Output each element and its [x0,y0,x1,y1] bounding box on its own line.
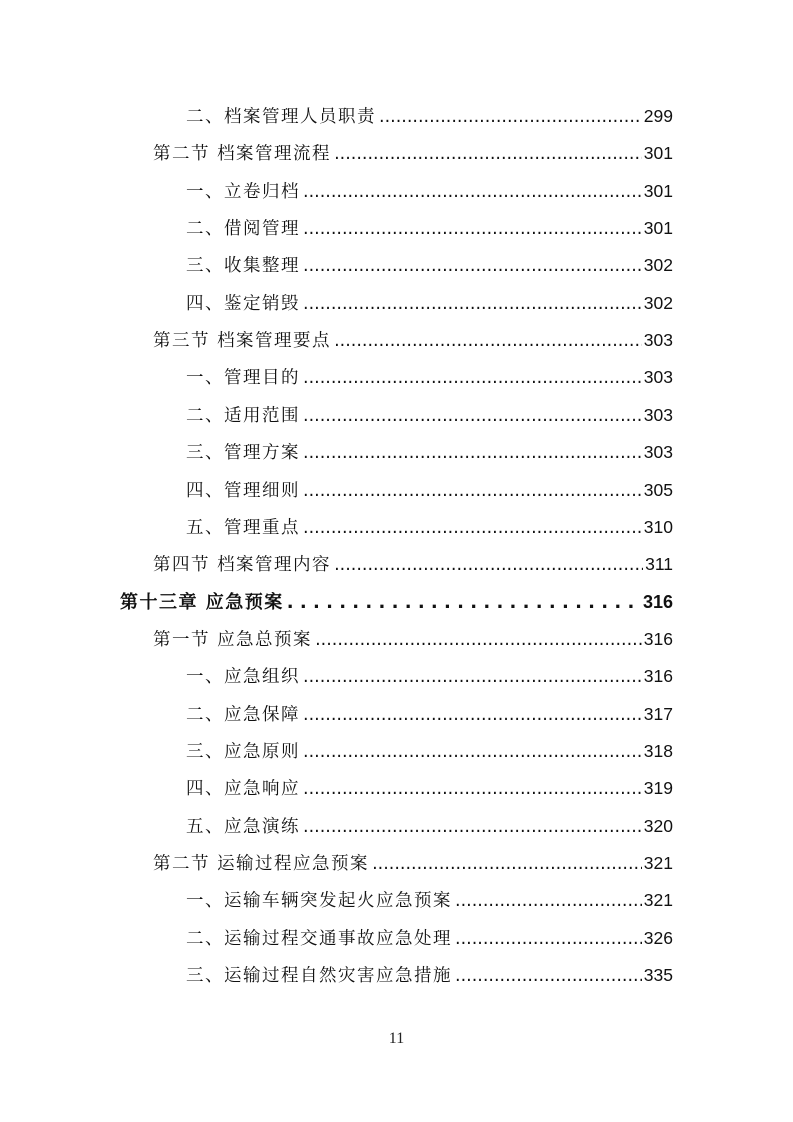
toc-entry-title: 五、管理重点 [186,517,300,538]
toc-entry-title: 二、借阅管理 [186,219,300,240]
toc-entry-page: 302 [643,292,673,313]
toc-entry-title: 一、管理目的 [186,368,300,389]
toc-entry-page: 321 [643,853,673,873]
toc-entry-item[interactable] [186,213,673,243]
toc-entry-item[interactable] [186,512,673,542]
toc-entry-title: 二、运输过程交通事故应急处理 [186,928,452,949]
toc-entry-page: 302 [643,255,673,276]
toc-entry-item[interactable] [186,885,673,915]
toc-entry-page: 316 [642,591,673,612]
toc-entry-title: 第四节 档案管理内容 [153,555,332,576]
toc-entry-title: 一、运输车辆突发起火应急预案 [186,891,452,912]
dot-leader [303,177,642,207]
toc-entry-item[interactable] [186,362,673,392]
toc-entry-section[interactable] [153,624,673,654]
dot-leader [303,812,642,842]
toc-entry-title: 四、管理细则 [186,480,300,501]
toc-entry-title: 三、管理方案 [186,443,300,464]
toc-entry-title: 二、应急保障 [186,704,300,725]
dot-leader [334,550,643,580]
toc-entry-item[interactable] [186,699,673,729]
toc-entry-page: 301 [643,143,673,164]
toc-entry-page: 303 [643,442,673,463]
toc-entry-title: 三、运输过程自然灾害应急措施 [186,966,452,987]
dot-leader [303,251,642,281]
toc-entry-item[interactable] [186,773,673,803]
toc-entry-page: 318 [643,740,673,761]
toc-entry-item[interactable] [186,661,673,691]
dot-leader [455,924,642,954]
toc-entry-section[interactable] [153,325,673,355]
toc-entry-chapter[interactable] [120,587,673,617]
toc-entry-title: 五、应急演练 [186,816,300,837]
toc-entry-item[interactable] [186,736,673,766]
toc-entry-title: 第二节 运输过程应急预案 [153,854,370,874]
toc-entry-page: 301 [643,180,673,201]
toc-entry-item[interactable] [186,923,673,953]
dot-leader [303,214,642,244]
toc-entry-page: 326 [643,927,673,948]
toc-entry-page: 299 [643,106,673,126]
dot-leader [315,625,642,655]
toc-entry-title: 四、应急响应 [186,779,300,800]
toc-entry-section[interactable] [153,549,673,579]
dot-leader [455,886,642,916]
toc-entry-page: 303 [643,367,673,388]
toc-entry-item[interactable] [186,176,673,206]
dot-leader [303,662,642,692]
dot-leader [303,363,642,393]
toc-entry-page: 303 [643,404,673,425]
toc-entry-title: 第三节 档案管理要点 [153,331,332,352]
dot-leader [287,588,641,618]
dot-leader [379,102,642,132]
toc-entry-item[interactable] [186,288,673,318]
toc-entry-page: 320 [643,815,673,836]
dot-leader [303,401,642,431]
toc-entry-title: 一、立卷归档 [186,181,300,202]
toc-entry-page: 335 [643,965,673,986]
toc-entry-title: 第二节 档案管理流程 [153,144,332,165]
toc-entry-item[interactable] [186,475,673,505]
toc-entry-title: 第十三章 应急预案 [120,591,284,613]
page-number: 11 [388,1030,405,1047]
dot-leader [303,476,642,506]
toc-entry-page: 303 [643,330,673,351]
dot-leader [303,700,642,730]
toc-entry-section[interactable] [153,848,673,878]
dot-leader [303,513,642,543]
toc-entry-section[interactable] [153,138,673,168]
toc-entry-item[interactable] [186,811,673,841]
toc-entry-title: 三、收集整理 [186,256,300,277]
toc-entry-item[interactable] [186,437,673,467]
dot-leader [334,139,642,169]
toc-entry-item[interactable] [186,101,673,131]
toc-entry-page: 321 [643,890,673,911]
toc-entry-item[interactable] [186,400,673,430]
toc-entry-title: 一、应急组织 [186,667,300,688]
toc-entry-title: 第一节 应急总预案 [153,629,313,650]
toc-entry-title: 四、鉴定销毁 [186,293,300,314]
toc-entry-page: 316 [643,628,673,649]
dot-leader [303,289,642,319]
toc-entry-page: 319 [643,778,673,799]
dot-leader [455,961,642,991]
dot-leader [372,849,642,879]
toc-entry-title: 二、适用范围 [186,405,300,426]
toc-entry-title: 二、档案管理人员职责 [186,107,376,127]
toc-entry-page: 317 [643,703,673,724]
dot-leader [303,774,642,804]
toc-entry-page: 301 [643,218,673,239]
dot-leader [334,326,642,356]
toc-entry-page: 316 [643,666,673,687]
toc-entry-page: 310 [643,516,673,537]
dot-leader [303,438,642,468]
toc-entry-title: 三、应急原则 [186,741,300,762]
toc-entry-page: 305 [643,479,673,500]
dot-leader [303,737,642,767]
toc-entry-page: 311 [645,554,673,575]
toc-entry-item[interactable] [186,250,673,280]
toc-entry-item[interactable] [186,960,673,990]
